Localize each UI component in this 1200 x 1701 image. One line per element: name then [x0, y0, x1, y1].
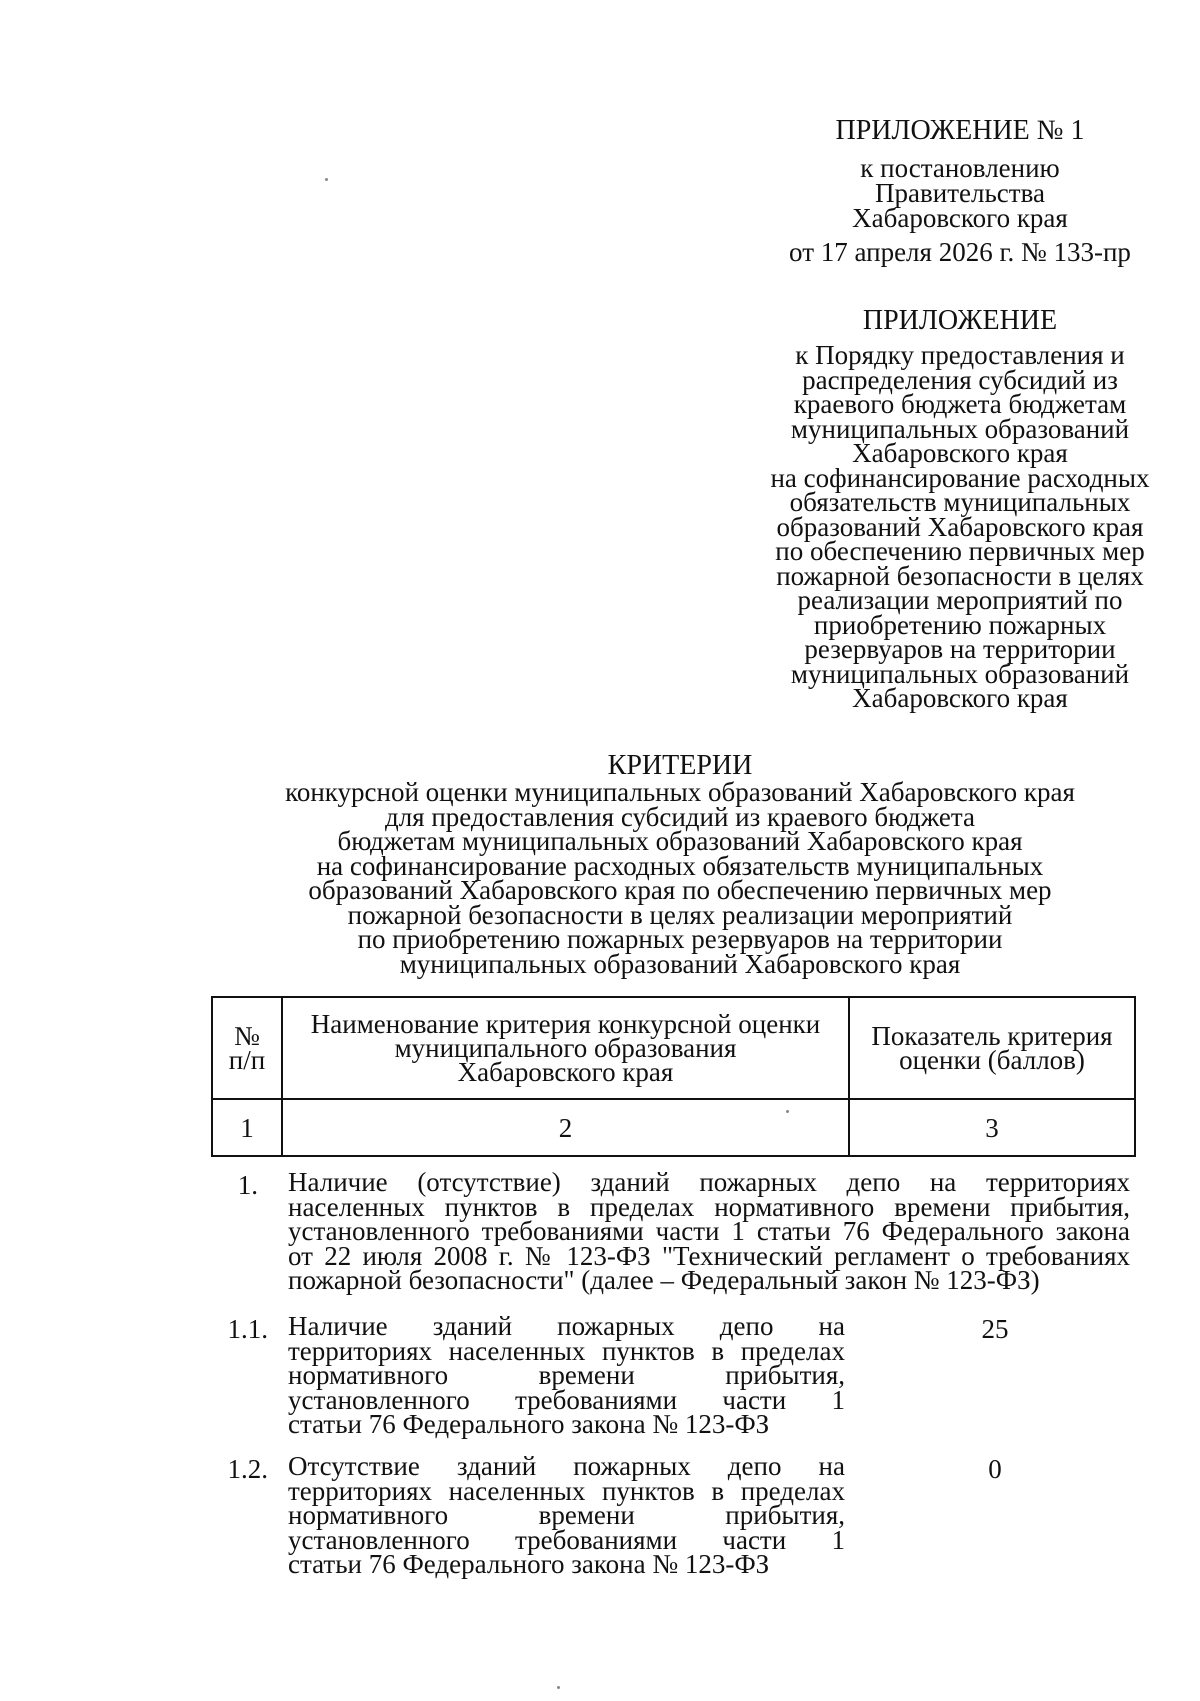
- criteria-line: пожарной безопасности в целях реализации мероприятий: [347, 899, 1013, 930]
- appendix2-line: Хабаровского края: [852, 438, 1068, 468]
- column-number: 3: [849, 1099, 1135, 1156]
- appendix1-line: Хабаровского края: [852, 203, 1068, 233]
- appendix2-title: ПРИЛОЖЕНИЕ: [862, 305, 1058, 336]
- header-cell-line: муниципального образования: [394, 1033, 737, 1063]
- criteria-line: по приобретению пожарных резервуаров на территории: [357, 924, 1003, 954]
- appendix2-line: распределения субсидий из: [802, 364, 1118, 395]
- item-line: Отсутствие зданий пожарных депо на: [288, 1451, 845, 1481]
- appendix2-line: краевого бюджета бюджетам: [793, 389, 1127, 419]
- column-number: 1: [212, 1099, 282, 1156]
- column-number: 2: [282, 1099, 849, 1156]
- criteria-line: на софинансирование расходных обязательств муниципальных: [316, 850, 1044, 881]
- item-number: 1.1.: [227, 1314, 268, 1344]
- item-line: нормативного времени прибытия,: [288, 1500, 845, 1530]
- scan-speck: [786, 1110, 789, 1113]
- item-line: установленного требованиями части 1: [288, 1524, 845, 1555]
- header-cell-number: [212, 997, 282, 1099]
- scan-speck: [325, 178, 328, 181]
- item-line: Наличие (отсутствие) зданий пожарных депо на территориях: [288, 1167, 1130, 1197]
- item-text: [288, 1451, 845, 1579]
- item-line: статьи 76 Федерального закона № 123-ФЗ: [288, 1549, 770, 1579]
- appendix2-line: по обеспечению первичных мер: [775, 536, 1145, 566]
- item-line: Наличие зданий пожарных депо на: [288, 1311, 845, 1341]
- appendix1-line: Правительства: [875, 178, 1045, 208]
- appendix2-line: приобретению пожарных: [813, 609, 1107, 640]
- item-number: 1.: [237, 1170, 258, 1200]
- appendix2-line: обязательств муниципальных: [789, 487, 1131, 517]
- item-score: 0: [988, 1454, 1002, 1484]
- criteria-table: [211, 996, 1136, 1157]
- criteria-line: конкурсной оценки муниципальных образований Хабаровского края: [285, 777, 1075, 807]
- header-cell-line: п/п: [228, 1045, 266, 1075]
- criteria-line: бюджетам муниципальных образований Хабаровского края: [337, 826, 1023, 856]
- item-line: территориях населенных пунктов в пределах: [288, 1335, 845, 1366]
- appendix1-reference: [740, 153, 1180, 233]
- item-line: установленного требованиями части 1 статьи 76 Федерального закона: [288, 1216, 1130, 1246]
- criteria-title: КРИТЕРИИ: [607, 750, 753, 781]
- appendix2-line: муниципальных образований: [790, 413, 1130, 444]
- criteria-line: образований Хабаровского края по обеспечению первичных мер: [308, 875, 1052, 905]
- header-cell-line: оценки (баллов): [899, 1045, 1085, 1075]
- appendix2-line: Хабаровского края: [852, 683, 1068, 713]
- table-header-row: [212, 997, 1135, 1099]
- item-line: населенных пунктов в пределах нормативного времени прибытия,: [288, 1191, 1130, 1222]
- appendix2-line: муниципальных образований: [790, 658, 1130, 689]
- scan-speck: [557, 1686, 560, 1689]
- appendix2-line: реализации мероприятий по: [797, 585, 1123, 615]
- appendix2-line: резервуаров на территории: [804, 634, 1116, 664]
- appendix1-title: ПРИЛОЖЕНИЕ № 1: [835, 115, 1085, 146]
- appendix1-date: от 17 апреля 2026 г. № 133-пр: [789, 237, 1131, 267]
- header-cell-score: [849, 997, 1135, 1099]
- criteria-subtitle: [200, 777, 1160, 979]
- item-line: нормативного времени прибытия,: [288, 1360, 845, 1390]
- header-cell-line: №: [234, 1021, 260, 1051]
- appendix2-line: пожарной безопасности в целях: [776, 560, 1144, 591]
- header-cell-line: Показатель критерия: [871, 1021, 1113, 1051]
- criteria-line: для предоставления субсидий из краевого бюджета: [384, 801, 976, 832]
- header-cell-line: Хабаровского края: [457, 1057, 674, 1087]
- appendix2-line: к Порядку предоставления и: [795, 340, 1125, 370]
- criteria-line: муниципальных образований Хабаровского края: [399, 948, 961, 979]
- table-column-numbers-row: [212, 1099, 1135, 1156]
- item-line: установленного требованиями части 1: [288, 1384, 845, 1415]
- item-text: [288, 1167, 1130, 1295]
- item-score: 25: [981, 1314, 1009, 1344]
- item-line: от 22 июля 2008 г. № 123-ФЗ "Технический регламент о требованиях: [288, 1240, 1130, 1271]
- header-cell-criterion: [282, 997, 849, 1099]
- item-number: 1.2.: [227, 1454, 268, 1484]
- appendix2-line: образований Хабаровского края: [776, 511, 1144, 542]
- appendix1-line: к постановлению: [860, 153, 1060, 183]
- item-line: пожарной безопасности" (далее – Федеральный закон № 123-ФЗ): [288, 1265, 1040, 1295]
- header-cell-line: Наименование критерия конкурсной оценки: [310, 1009, 821, 1039]
- item-text: [288, 1311, 845, 1439]
- item-line: статьи 76 Федерального закона № 123-ФЗ: [288, 1409, 770, 1439]
- appendix2-line: на софинансирование расходных: [770, 462, 1150, 493]
- item-line: территориях населенных пунктов в пределах: [288, 1475, 845, 1506]
- appendix2-body: [740, 340, 1180, 713]
